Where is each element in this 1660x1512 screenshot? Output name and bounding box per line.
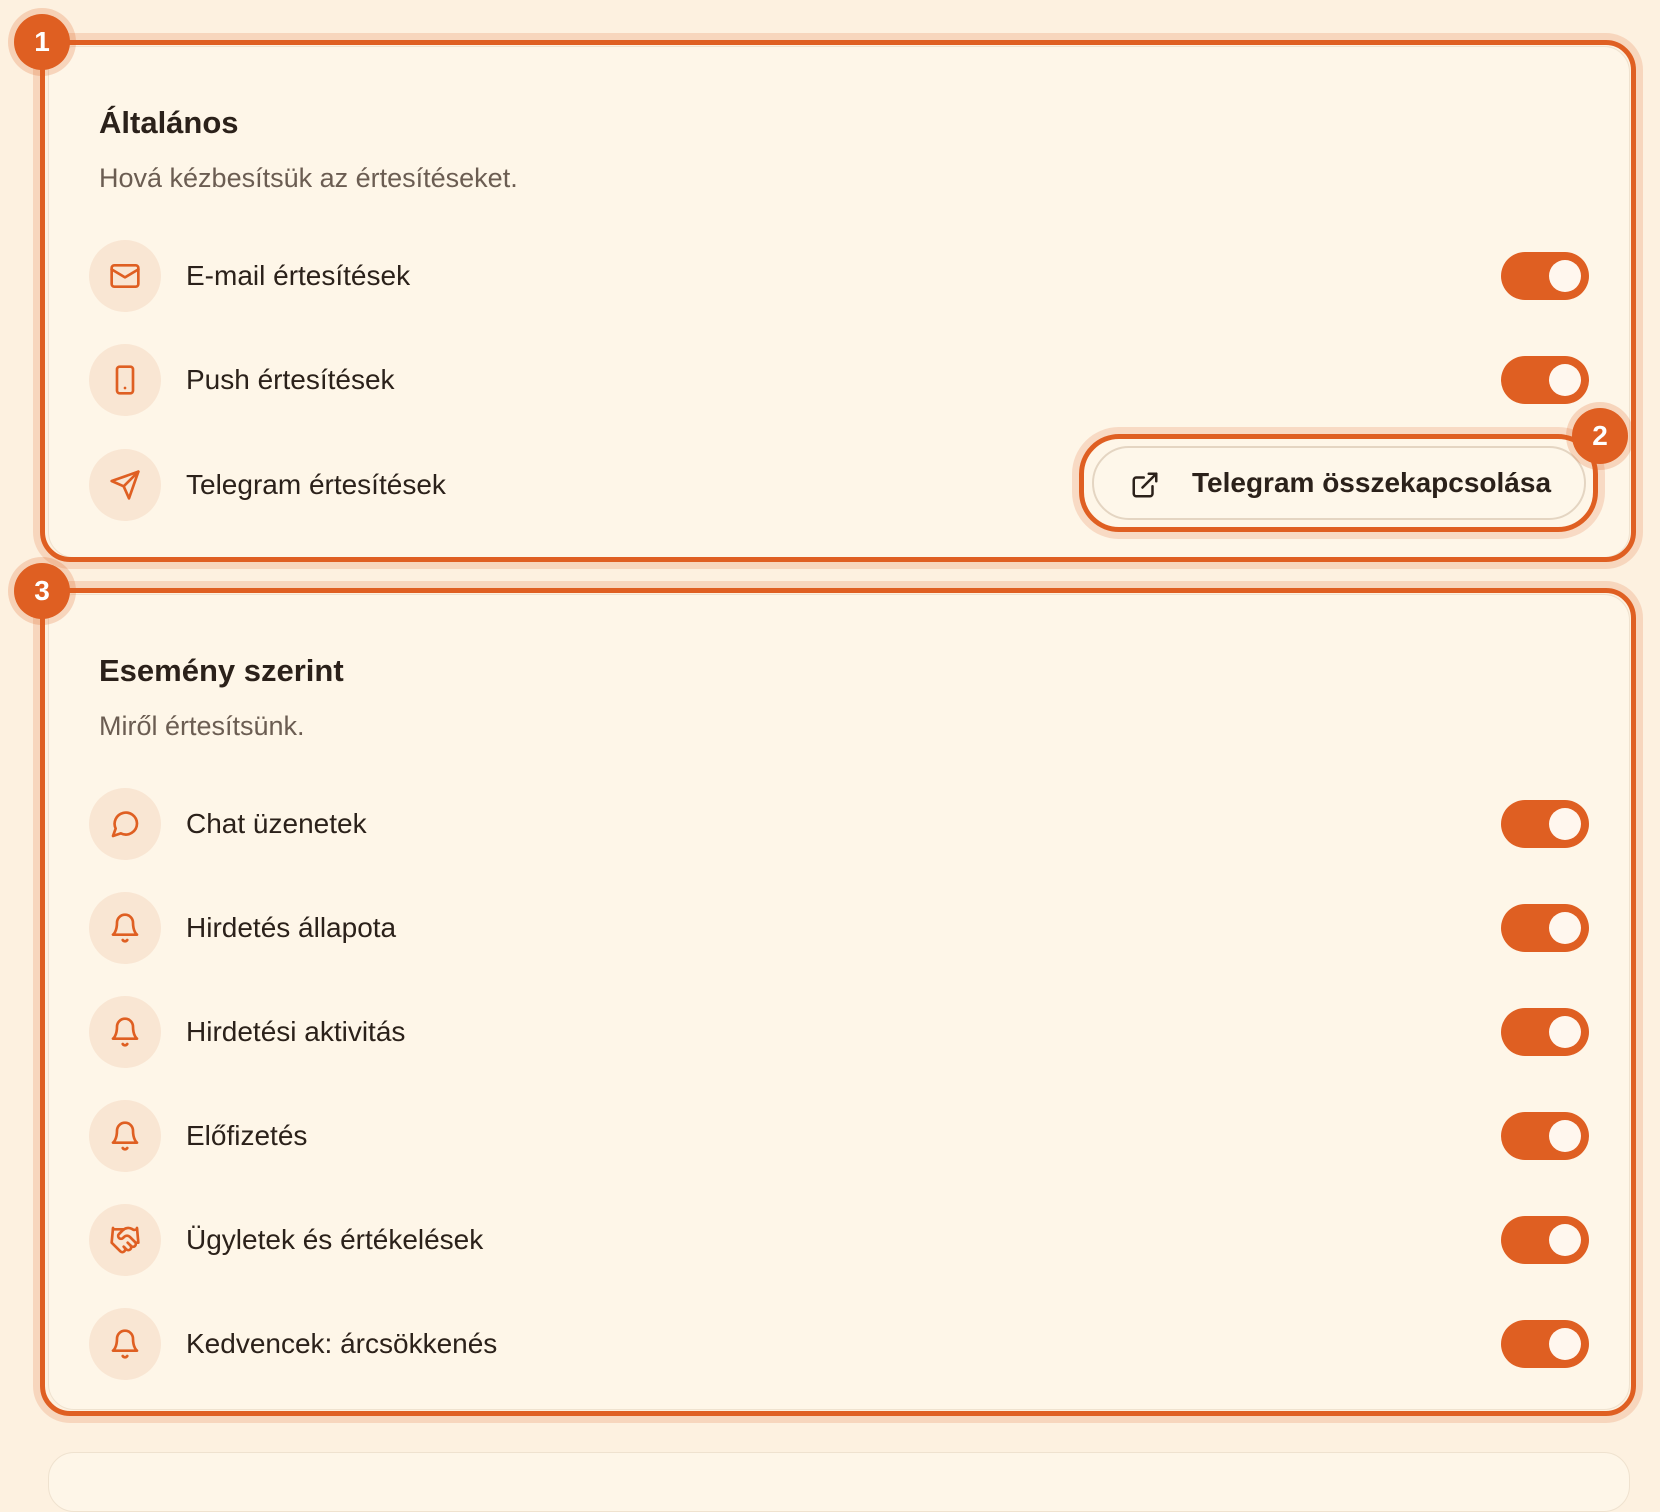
highlight-badge-1: 1 <box>14 14 70 70</box>
email-notifications-row <box>89 240 1589 312</box>
favorites-price-drop-label: Kedvencek: árcsökkenés <box>186 1328 498 1359</box>
favorites-price-drop-toggle[interactable] <box>1501 1320 1589 1368</box>
toggle-knob <box>1549 912 1581 944</box>
subscription-label: Előfizetés <box>186 1120 308 1151</box>
email-notifications-toggle[interactable] <box>1501 252 1589 300</box>
listing-activity-toggle[interactable] <box>1501 1008 1589 1056</box>
toggle-knob <box>1549 1328 1581 1360</box>
chat-messages-label: Chat üzenetek <box>186 808 367 839</box>
push-notifications-row <box>89 344 1589 416</box>
listing-status-row <box>89 892 1589 964</box>
push-notifications-label: Push értesítések <box>186 364 395 395</box>
connect-telegram-label: Telegram összekapcsolása <box>1192 467 1552 498</box>
push-notifications-toggle[interactable] <box>1501 356 1589 404</box>
bell-icon <box>89 996 161 1068</box>
events-subtitle: Miről értesítsünk. <box>99 711 305 741</box>
smartphone-icon <box>89 344 161 416</box>
favorites-price-drop-row <box>89 1308 1589 1380</box>
toggle-knob <box>1549 808 1581 840</box>
bell-icon <box>89 892 161 964</box>
email-notifications-label: E-mail értesítések <box>186 260 411 291</box>
highlight-badge-2: 2 <box>1572 408 1628 464</box>
listing-activity-label: Hirdetési aktivitás <box>186 1016 406 1047</box>
deals-reviews-row <box>89 1204 1589 1276</box>
deals-reviews-label: Ügyletek és értékelések <box>186 1224 484 1255</box>
subscription-toggle[interactable] <box>1501 1112 1589 1160</box>
bell-icon <box>89 1308 161 1380</box>
bell-icon <box>89 1100 161 1172</box>
toggle-knob <box>1549 1120 1581 1152</box>
general-title: Általános <box>99 105 239 140</box>
general-subtitle: Hová kézbesítsük az értesítéseket. <box>99 163 518 193</box>
message-circle-icon <box>89 788 161 860</box>
listing-status-toggle[interactable] <box>1501 904 1589 952</box>
deals-reviews-toggle[interactable] <box>1501 1216 1589 1264</box>
next-card <box>48 1452 1630 1512</box>
external-link-icon <box>1130 470 1160 505</box>
connect-telegram-button[interactable] <box>1092 446 1586 520</box>
chat-messages-row <box>89 788 1589 860</box>
events-card <box>48 594 1630 1410</box>
toggle-knob <box>1549 1016 1581 1048</box>
toggle-knob <box>1549 260 1581 292</box>
telegram-notifications-label: Telegram értesítések <box>186 469 446 500</box>
events-title: Esemény szerint <box>99 653 344 688</box>
send-icon <box>89 449 161 521</box>
subscription-row <box>89 1100 1589 1172</box>
highlight-badge-3: 3 <box>14 563 70 619</box>
mail-icon <box>89 240 161 312</box>
handshake-icon <box>89 1204 161 1276</box>
toggle-knob <box>1549 364 1581 396</box>
listing-activity-row <box>89 996 1589 1068</box>
chat-messages-toggle[interactable] <box>1501 800 1589 848</box>
toggle-knob <box>1549 1224 1581 1256</box>
listing-status-label: Hirdetés állapota <box>186 912 397 943</box>
